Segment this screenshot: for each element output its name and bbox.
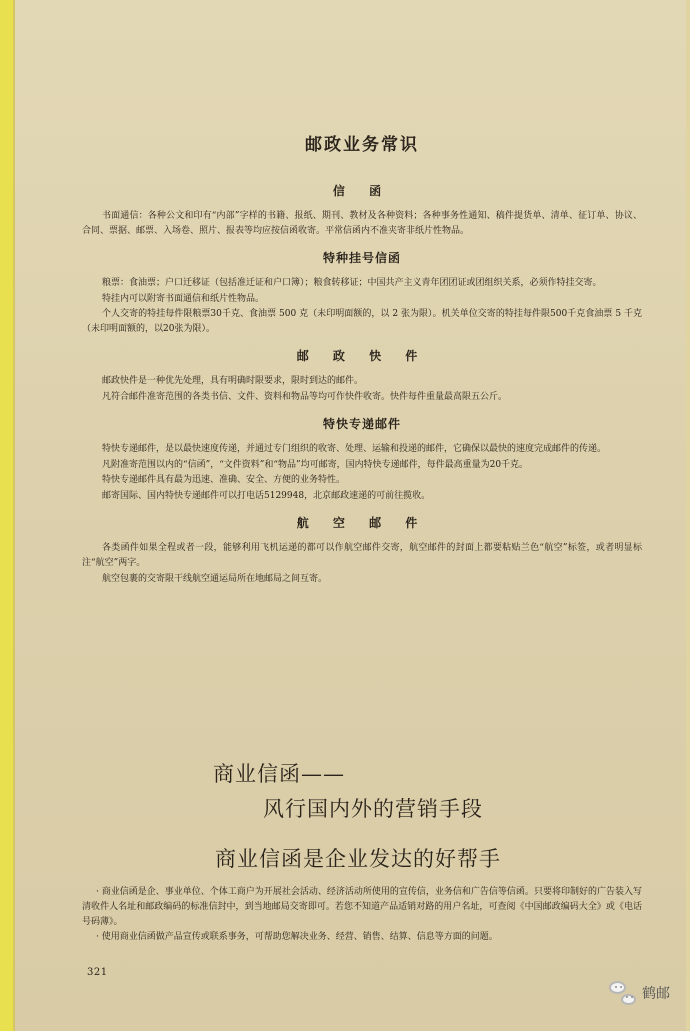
section-special-express-mail bbox=[82, 415, 642, 504]
yellow-page-edge bbox=[0, 0, 15, 1031]
section-airmail bbox=[82, 514, 642, 587]
airmail-paragraph-2: 航空包裹的交寄限干线航空通运局所在地邮局之间互寄。 bbox=[102, 573, 328, 584]
special-express-paragraph-1: 特快专递邮件，是以最快速度传递，并通过专门组织的收寄、处理、运输和投递的邮件，它确保以最快的速度完成邮件的传递。 bbox=[102, 443, 607, 454]
special-express-paragraph-2: 凡附准寄范围以内的“信函”，“文件资料”和“物品”均可邮寄，国内特快专递邮件，每件最高重量为20千克。 bbox=[102, 459, 529, 470]
section-letters bbox=[82, 182, 642, 239]
special-express-paragraph-3: 特快专递邮件具有最为迅速、准确、安全、方便的业务特性。 bbox=[102, 475, 346, 486]
section-special-registered-letters bbox=[82, 249, 642, 337]
wechat-icon bbox=[609, 981, 636, 1005]
page-title: 邮政业务常识 bbox=[305, 135, 419, 155]
business-letter-headline-3: 商业信函是企业发达的好帮手 bbox=[215, 847, 501, 871]
section-title-special-registered: 特种挂号信函 bbox=[322, 250, 401, 265]
special-registered-paragraph-1: 粮票：食油票；户口迁移证（包括准迁证和户口簿）；粮食转移证；中国共产主义青年团团证或团组织关系，必须作特挂交寄。 bbox=[102, 277, 602, 288]
page-right-edge bbox=[686, 0, 690, 1031]
airmail-paragraph-1: 各类函件如果全程或者一段，能够利用飞机运递的都可以作航空邮件交寄，航空邮件的封面上都要粘贴兰色“航空”标签，或者明显标注“航空”两字。 bbox=[82, 543, 642, 568]
section-title-letters: 信 函 bbox=[332, 184, 392, 198]
postal-knowledge-content bbox=[82, 130, 642, 588]
section-express-mail bbox=[82, 347, 642, 405]
section-title-express-mail: 邮 政 快 件 bbox=[296, 349, 428, 364]
business-letter-description bbox=[82, 885, 642, 944]
special-registered-paragraph-2: 特挂内可以附寄书面通信和纸片性物品。 bbox=[102, 293, 265, 304]
letters-paragraph: 书面通信：各种公文和印有“内部”字样的书籍、报纸、期刊、教材及各种资料；各种事务性通知、稿件提货单、清单、征订单、协议、合同、票据、邮票、入场卷、照片、报表等均应按信函收寄。平常信函内不准夹寄非纸片性物品。 bbox=[82, 211, 642, 236]
business-letter-paragraph-1: · 商业信函是企、事业单位、个体工商户为开展社会活动、经济活动所使用的宣传信，业务信和广告信等信函。只要将印制好的广告装入写清收件人名址和邮政编码的标准信封中，到当地邮局交寄即可。若您不知道产品适销对路的用户名址，可查阅《中国邮政编码大全》或《电话号码薄》。 bbox=[82, 887, 642, 927]
page-number: 321 bbox=[87, 967, 108, 978]
special-express-paragraph-4: 邮寄国际、国内特快专递邮件可以打电话5129948，北京邮政速递的可前往揽收。 bbox=[102, 491, 431, 502]
business-letter-headline-2: 风行国内外的营销手段 bbox=[263, 797, 483, 821]
section-title-special-express-mail: 特快专递邮件 bbox=[322, 416, 401, 431]
watermark-text: 鹤邮 bbox=[642, 986, 670, 1002]
special-registered-paragraph-3: 个人交寄的特挂每件限粮票30千克、食油票 500 克（未印明面额的，以 2 张为限）。机关单位交寄的特挂每件限500千克食油票 5 千克（未印明面额的，以20张为限）。 bbox=[82, 309, 642, 335]
section-title-airmail: 航 空 邮 件 bbox=[296, 516, 428, 531]
business-letter-paragraph-2: · 使用商业信函做产品宣传或联系事务，可帮助您解决业务、经营、销售、结算、信息等方面的问题。 bbox=[96, 931, 498, 942]
express-mail-paragraph-1: 邮政快件是一种优先处理，具有明确时限要求，限时到达的邮件。 bbox=[102, 376, 364, 387]
express-mail-paragraph-2: 凡符合邮件准寄范围的各类书信、文件、资料和物品等均可作快件收寄。快件每件重量最高限五公斤。 bbox=[102, 391, 508, 402]
business-letter-headline-1: 商业信函—— bbox=[213, 762, 345, 786]
watermark bbox=[609, 981, 670, 1005]
